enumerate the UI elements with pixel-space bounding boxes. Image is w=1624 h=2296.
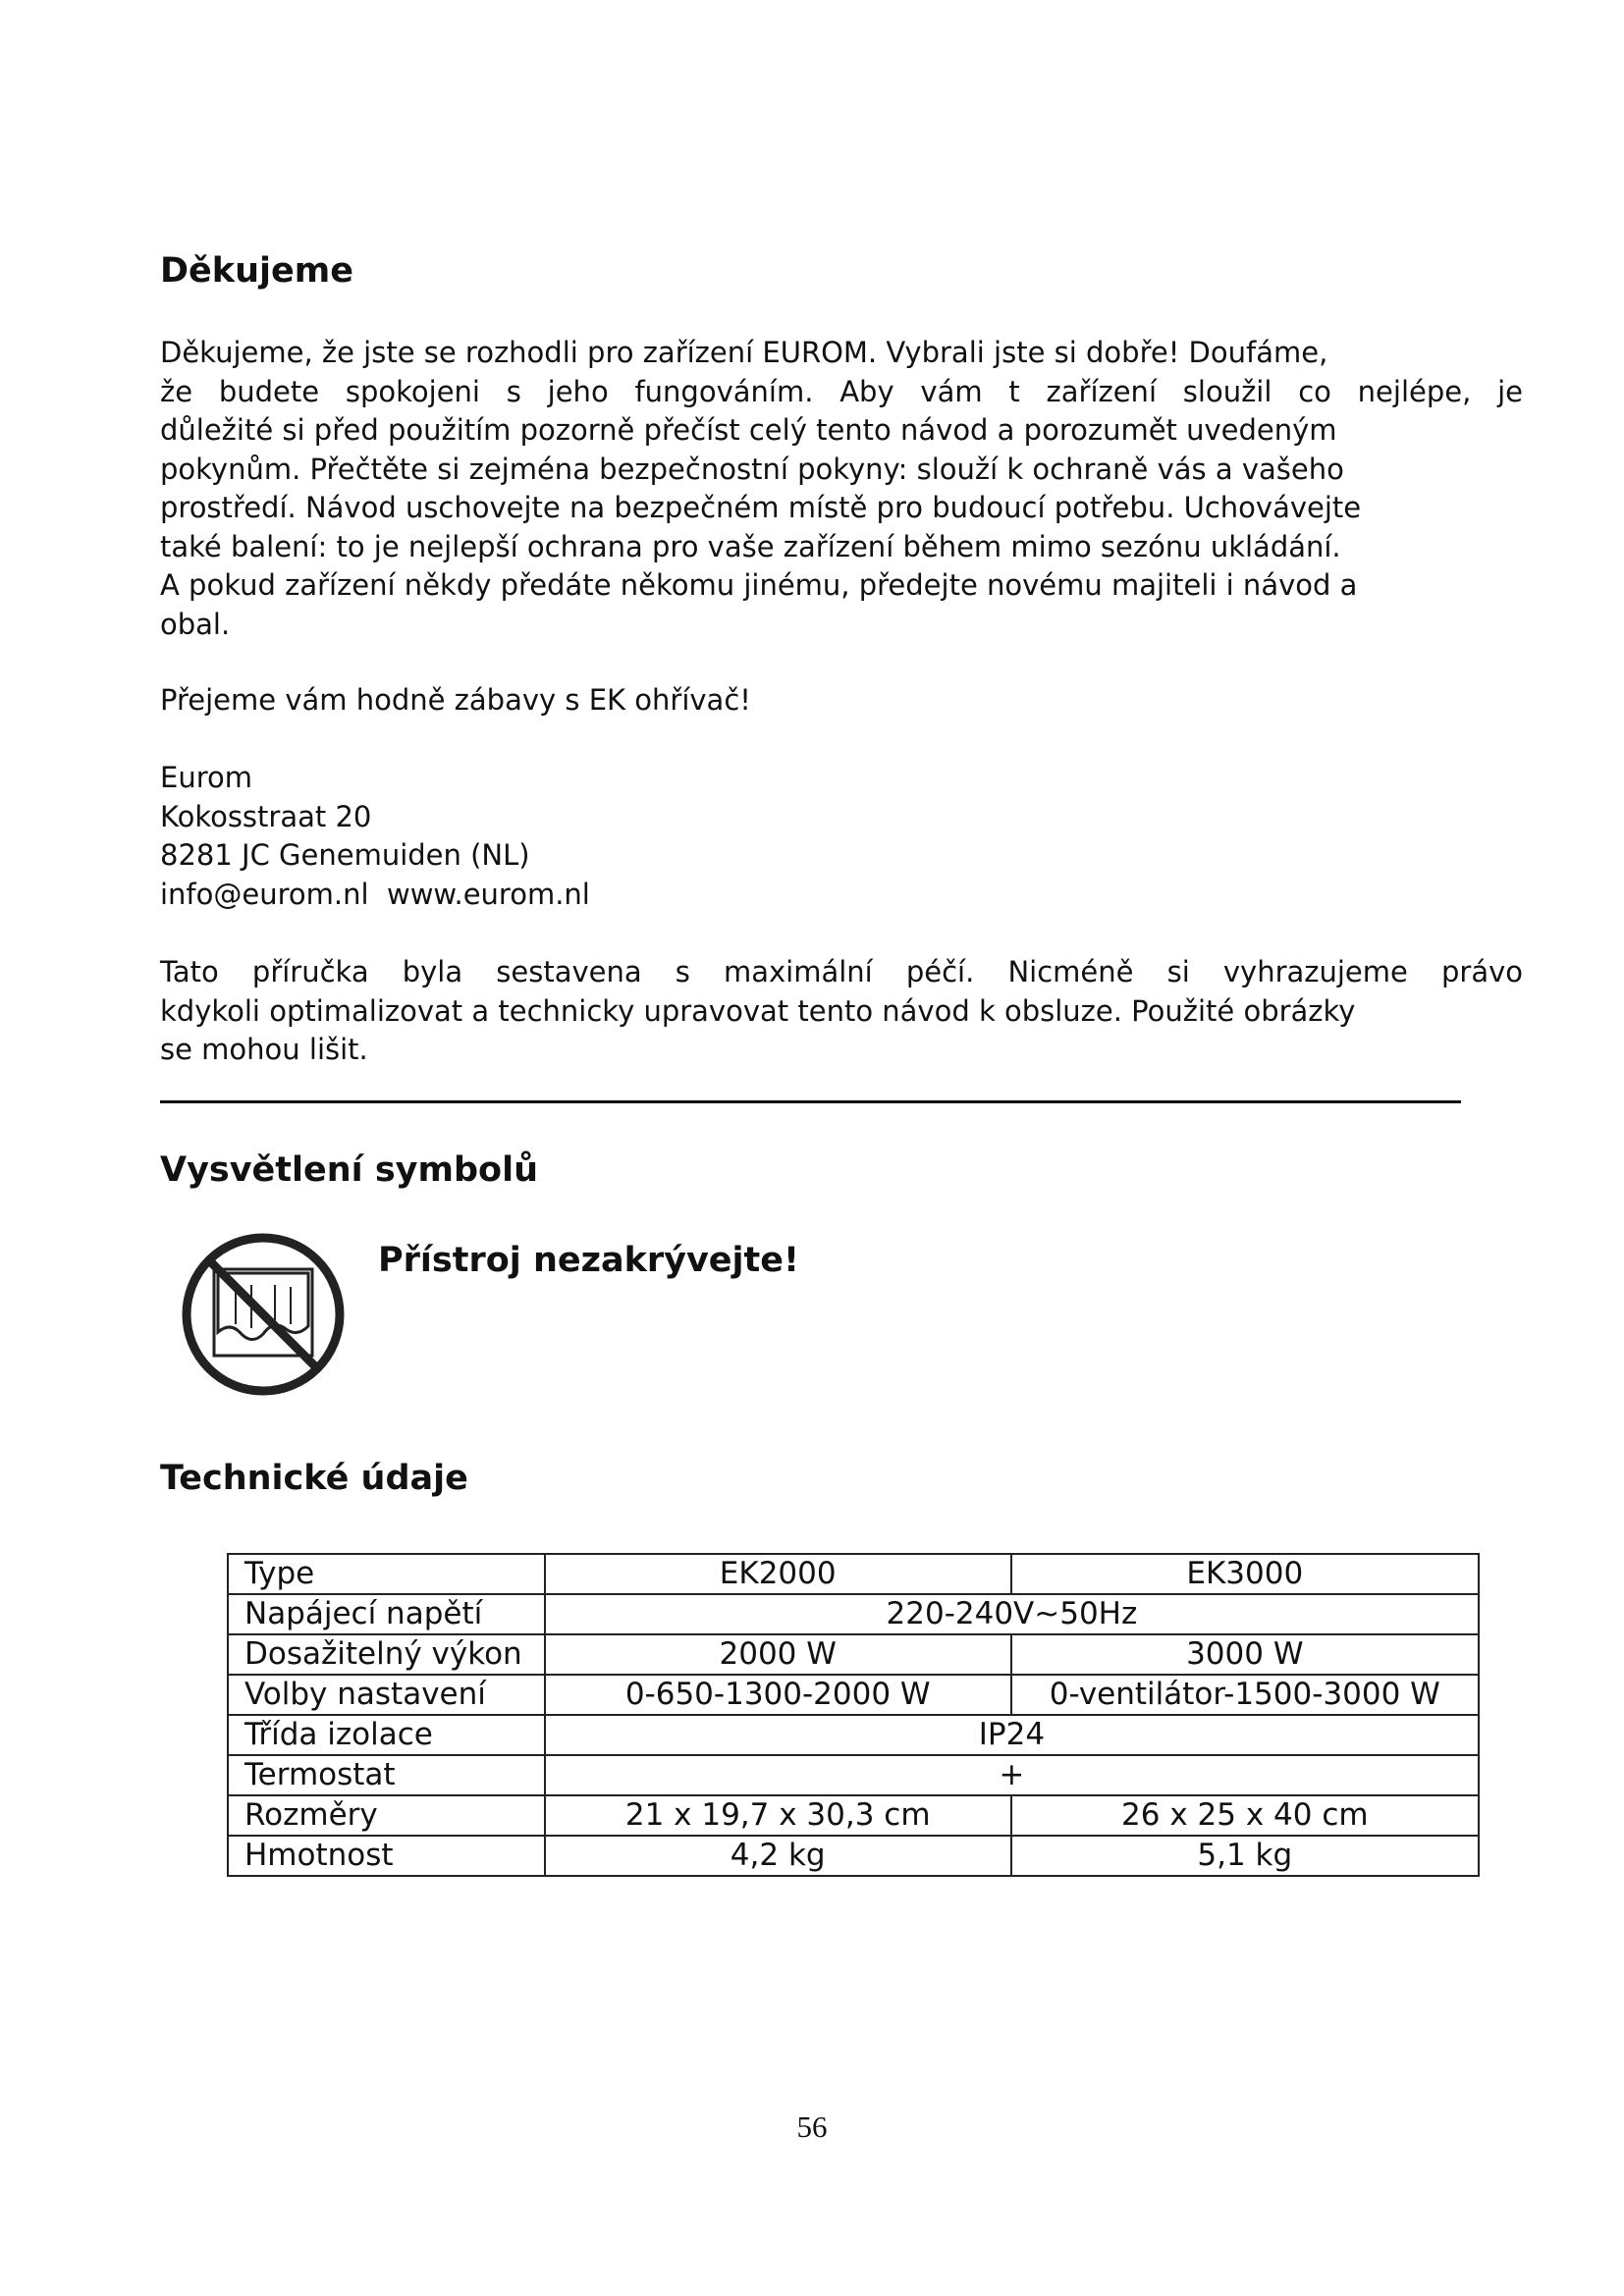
model-ek2000: EK2000 — [545, 1554, 1011, 1594]
row-value-ek3000: 0-ventilátor-1500-3000 W — [1011, 1675, 1479, 1715]
table-row — [228, 1554, 1479, 1594]
row-label: Termostat — [228, 1755, 545, 1795]
row-value-ek2000: 4,2 kg — [545, 1836, 1011, 1876]
intro-line: Děkujeme, že jste se rozhodli pro zařízení EUROM. Vybrali jste si dobře! Doufáme, — [160, 336, 1328, 369]
row-value-ek2000: 21 x 19,7 x 30,3 cm — [545, 1795, 1011, 1836]
table-row — [228, 1634, 1479, 1675]
intro-line: prostředí. Návod uschovejte na bezpečném místě pro budoucí potřebu. Uchovávejte — [160, 491, 1362, 524]
row-value-ek3000: 5,1 kg — [1011, 1836, 1479, 1876]
table-row — [228, 1594, 1479, 1634]
disclaimer-line: Tato příručka byla sestavena s maximální péčí. Nicméně si vyhrazujeme právo — [160, 955, 1523, 988]
disclaimer-paragraph — [160, 953, 1523, 1070]
table-row — [228, 1675, 1479, 1715]
intro-line: A pokud zařízení někdy předáte někomu jinému, předejte novému majiteli i návod a — [160, 568, 1358, 602]
intro-line: obal. — [160, 607, 231, 641]
row-value-ek2000: 2000 W — [545, 1634, 1011, 1675]
intro-line: také balení: to je nejlepší ochrana pro vaše zařízení během mimo sezónu ukládání. — [160, 529, 1341, 563]
intro-line: pokynům. Přečtěte si zejména bezpečnostní pokyny: slouží k ochraně vás a vašeho — [160, 452, 1344, 486]
table-row — [228, 1715, 1479, 1755]
row-label: Napájecí napětí — [228, 1594, 545, 1634]
row-label: Hmotnost — [228, 1836, 545, 1876]
table-row — [228, 1795, 1479, 1836]
thanks-heading: Děkujeme — [160, 251, 353, 291]
technical-spec-table — [227, 1553, 1480, 1877]
table-row — [228, 1836, 1479, 1876]
row-label: Type — [228, 1554, 545, 1594]
wish-text: Přejeme vám hodně zábavy s EK ohřívač! — [160, 683, 751, 717]
address-city: 8281 JC Genemuiden (NL) — [160, 838, 530, 872]
section-divider — [160, 1100, 1461, 1103]
thanks-intro-paragraph — [160, 334, 1523, 644]
row-value-ek3000: 26 x 25 x 40 cm — [1011, 1795, 1479, 1836]
row-label: Třída izolace — [228, 1715, 545, 1755]
row-label: Volby nastavení — [228, 1675, 545, 1715]
row-label: Dosažitelný výkon — [228, 1634, 545, 1675]
row-value-ek3000: 3000 W — [1011, 1634, 1479, 1675]
model-ek3000: EK3000 — [1011, 1554, 1479, 1594]
row-label: Rozměry — [228, 1795, 545, 1836]
address-contact: info@eurom.nl www.eurom.nl — [160, 877, 590, 911]
address-company: Eurom — [160, 761, 252, 794]
intro-line: důležité si před použitím pozorně přečíst celý tento návod a porozumět uvedeným — [160, 413, 1337, 447]
symbol-label-do-not-cover: Přístroj nezakrývejte! — [378, 1241, 799, 1280]
technical-heading: Technické údaje — [160, 1459, 468, 1498]
row-shared-value: + — [545, 1755, 1479, 1795]
address-street: Kokosstraat 20 — [160, 799, 372, 833]
symbols-heading: Vysvětlení symbolů — [160, 1150, 538, 1190]
intro-line: že budete spokojeni s jeho fungováním. Aby vám t zařízení sloužil co nejlépe, je — [160, 374, 1523, 408]
page-number: 56 — [796, 2109, 828, 2144]
row-shared-value: 220-240V~50Hz — [545, 1594, 1479, 1634]
row-value-ek2000: 0-650-1300-2000 W — [545, 1675, 1011, 1715]
disclaimer-line: se mohou lišit. — [160, 1033, 368, 1066]
disclaimer-line: kdykoli optimalizovat a technicky upravovat tento návod k obsluze. Použité obrázky — [160, 993, 1356, 1028]
table-row — [228, 1755, 1479, 1795]
row-shared-value: IP24 — [545, 1715, 1479, 1755]
address-block — [160, 759, 1523, 914]
do-not-cover-icon — [179, 1230, 348, 1399]
